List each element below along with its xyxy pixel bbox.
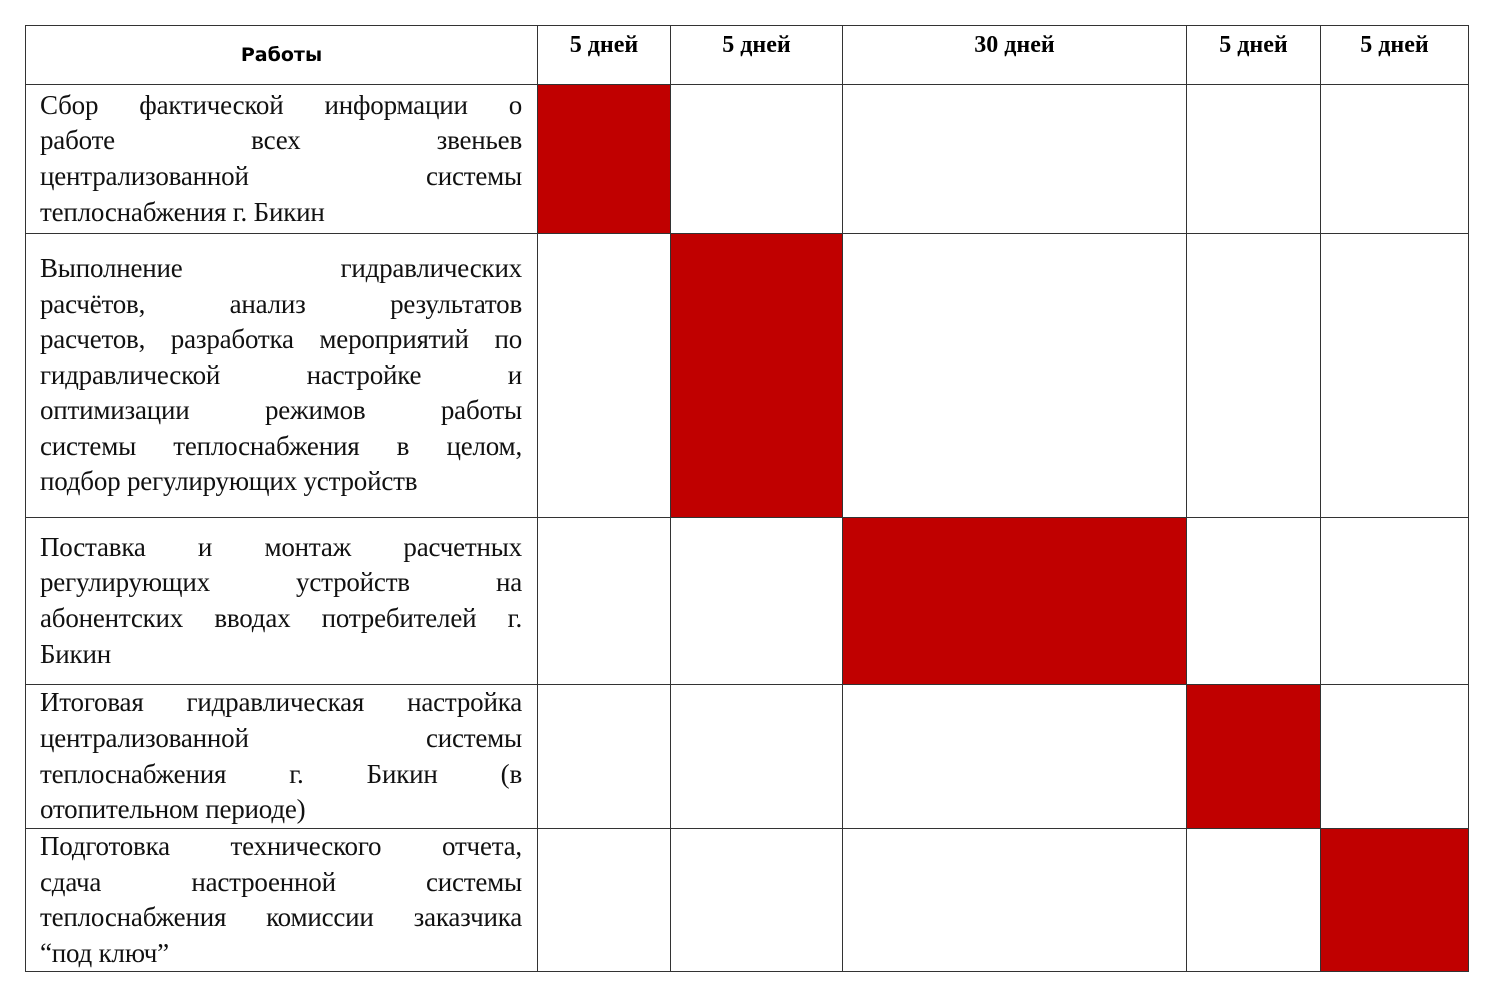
work-description-line: теплоснабжения г. Бикин (в [40,758,522,789]
work-description-line: “под ключ” [40,937,169,968]
work-description-line: расчетов, разработка мероприятий по [40,324,522,355]
period-header: 30 дней [843,26,1187,85]
work-description-line: Сбор фактической информации о [40,89,522,120]
work-description-line: подбор регулирующих устройств [40,466,418,497]
empty-period-cell [1321,518,1469,685]
work-description-line: расчётов, анализ результатов [40,288,522,319]
work-description-line: Итоговая гидравлическая настройка [40,687,522,718]
empty-period-cell [843,829,1187,972]
gantt-bar [843,518,1187,685]
gantt-bar [1187,685,1321,829]
empty-period-cell [671,685,843,829]
table-row [26,685,1469,829]
empty-period-cell [538,685,671,829]
work-description [26,234,538,518]
work-description-line: Выполнение гидравлических [40,252,522,283]
gantt-bar [538,85,671,234]
work-description [26,685,538,829]
work-description-line: централизованной системы [40,722,522,753]
empty-period-cell [843,685,1187,829]
empty-period-cell [1187,85,1321,234]
work-description [26,518,538,685]
work-description-line: работе всех звеньев [40,125,522,156]
work-description-line: Подготовка технического отчета, [40,831,522,861]
empty-period-cell [671,85,843,234]
gantt-bar [671,234,843,518]
empty-period-cell [671,829,843,972]
work-description [26,829,538,972]
work-description-line: оптимизации режимов работы [40,395,522,426]
work-description-line: Поставка и монтаж расчетных [40,531,522,562]
header-row [26,26,1469,85]
work-description-line: абонентских вводах потребителей г. [40,603,522,633]
empty-period-cell [671,518,843,685]
table-row [26,234,1469,518]
period-header: 5 дней [538,26,671,85]
empty-period-cell [1321,234,1469,518]
work-description-line: централизованной системы [40,161,522,191]
empty-period-cell [843,234,1187,518]
empty-period-cell [1321,85,1469,234]
empty-period-cell [538,234,671,518]
empty-period-cell [1187,234,1321,518]
table-row [26,85,1469,234]
work-description [26,85,538,234]
work-description-line: сдача настроенной системы [40,866,522,897]
gantt-bar [1321,829,1469,972]
empty-period-cell [843,85,1187,234]
table-row [26,518,1469,685]
work-description-line: гидравлической настройке и [40,359,522,390]
period-header: 5 дней [671,26,843,85]
work-description-line: Бикин [40,638,111,669]
empty-period-cell [538,829,671,972]
work-description-line: регулирующих устройств на [40,567,522,598]
empty-period-cell [1187,518,1321,685]
period-header: 5 дней [1321,26,1469,85]
work-description-line: теплоснабжения комиссии заказчика [40,902,522,933]
work-description-line: теплоснабжения г. Бикин [40,196,325,227]
table-row [26,829,1469,972]
period-header: 5 дней [1187,26,1321,85]
work-description-line: отопительном периоде) [40,794,306,825]
works-header: Работы [26,26,538,85]
work-description-line: системы теплоснабжения в целом, [40,430,522,461]
empty-period-cell [1187,829,1321,972]
schedule-table [25,25,1469,972]
empty-period-cell [1321,685,1469,829]
empty-period-cell [538,518,671,685]
